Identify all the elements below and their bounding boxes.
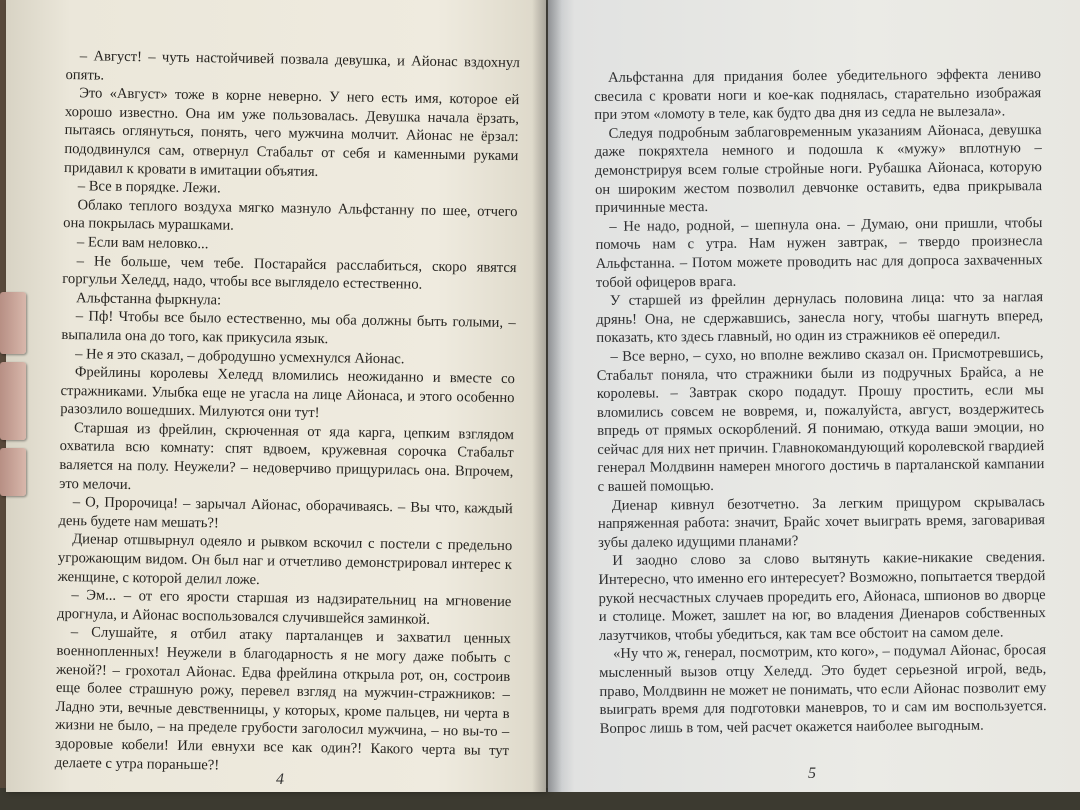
paragraph: Альфстанна фыркнула: xyxy=(75,289,222,309)
paragraph: Облако теплого воздуха мягко мазнуло Альфстанну по шее, отчего она покрылась мурашками. xyxy=(63,196,518,235)
paragraph: И заодно слово за слово вытянуть какие-никакие сведения. Интересно, что именно его интересует? Возможно, попытается твердой рукой несчастных случаев проредить его, Айонаса, шпионов во дворце и столице. Может, зашлет на юг, во владения Диенаров собственных лазутчиков, чтобы убедиться, как там все обстоит на самом деле. xyxy=(598,549,1046,644)
paragraph: – Слушайте, я отбил атаку парталанцев и захватил ценных военнопленных! Неужели в благодарность я не могу даже побыть с женой?! – грохотал Айонас. Едва фрейлина открыла рот, он, состроив еще более страшную рожу, перевел взгляд на мужчин-стражников: – Ладно эти, вечные девственницы, у которых, кроме пальцев, ни черта в жизни не было, – на пределе грубости заголосил мужчина, – но вы-то – здоровые кобели! Или евнухи все как один?! Какого черта вы тут делаете с утра пораньше?! xyxy=(54,624,511,774)
bookmark-tab xyxy=(0,292,26,354)
paragraph: – Не больше, чем тебе. Постарайся расслабиться, скоро явятся горгульи Хеледд, надо, чтобы все выглядело естественно. xyxy=(62,252,517,293)
book-spine-gutter xyxy=(532,0,562,792)
paragraph: – Не я это сказал, – добродушно усмехнулся Айонас. xyxy=(75,345,405,367)
paragraph: – О, Пророчица! – зарычал Айонас, оборачиваясь. – Вы что, каждый день будете нам мешать?! xyxy=(58,494,513,532)
page-number-left: 4 xyxy=(276,771,284,788)
paragraph: – Если вам неловко... xyxy=(76,234,209,253)
paragraph: – Все в порядке. Лежи. xyxy=(77,178,221,197)
paragraph: Альфстанна для придания более убедительного эффекта лениво свесила с кровати ноги и кое-как поднялась, старательно изображая при этом «ломоту в теле, как будто два дня из седла не вылезала». xyxy=(594,66,1042,124)
paragraph: Диенар отшвырнул одеяло и рывком вскочил с постели с предельно угрожающим видом. Он был наг и отчетливо демонстрировал интерес к женщине, с которой делил ложе. xyxy=(57,531,513,588)
paragraph: Это «Август» тоже в корне неверно. У него есть имя, которое ей хорошо известно. Она им уже пользовалась. Девушка начала ёрзать, пытаясь оглянуться, понять, чего мужчина молчит. Айонас не ёрзал: пододвинулся сам, отвернул Стабальт от себя и каменными руками придавил к кровати в имитации объятия. xyxy=(63,85,520,180)
paragraph: – Все верно, – сухо, но вполне вежливо сказал он. Присмотревшись, Стабальт поняла, что стражники были из подручных Брайса, а не королевы. – Завтрак скоро подадут. Прошу простить, если мы вломились совсем не вовремя, и, пожалуйста, август, воздержитесь впредь от прямых оскорблений. Я понимаю, откуда ваши эмоции, но сейчас для них нет причин. Главнокомандующий королевской гвардией генерал Молдвинн намерен многого достичь в парталанской кампании с вашей помощью. xyxy=(596,344,1045,496)
paragraph: Старшая из фрейлин, скрюченная от яда карга, цепким взглядом охватила всю комнату: спят вдвоем, кружевная сорочка Стабальт валяется на полу. Неужели? – недоверчиво прищурилась она. Впрочем, это мелочи. xyxy=(59,420,515,493)
right-page-text xyxy=(594,65,1047,738)
left-page-text xyxy=(55,47,520,779)
paragraph: – Пф! Чтобы все было естественно, мы оба должны быть голыми, – выпалила она до того, как прикусила язык. xyxy=(61,308,516,348)
paragraph: Следуя подробным заблаговременным указаниям Айонаса, девушка даже покряхтела немного и подошла к «мужу» вплотную – демонстрируя всем голые стройные ноги. Рубашка Айонаса, которую он широким жестом позволил девчонке оставить, едва прикрывала причинные места. xyxy=(594,121,1043,217)
paragraph: – Не надо, родной, – шепнула она. – Думаю, они пришли, чтобы помочь нам с утра. Нам нужен завтрак, – твердо произнесла Альфстанна. – Потом можете проводить нас для допроса захваченных тобой офицеров врага. xyxy=(595,214,1043,291)
bookmark-tab xyxy=(0,448,26,496)
bookmark-tab xyxy=(0,362,26,440)
paragraph: – Эм... – от его ярости старшая из надзирательниц на мгновение дрогнула, и Айонас воспользовался случившейся заминкой. xyxy=(56,587,512,628)
paragraph: Фрейлины королевы Хеледд вломились неожиданно и вместе со стражниками. Улыбка еще не угасла на лице Айонаса, и этого особенно разозлило вошедших. Милуются они тут! xyxy=(60,364,515,422)
paragraph: Диенар кивнул безотчетно. За легким прищуром скрывалась напряженная работа: значит, Брайс хочет выиграть время, заговаривая зубы далеко идущими планами? xyxy=(597,493,1046,551)
paragraph: «Ну что ж, генерал, посмотрим, кто кого», – подумал Айонас, бросая мысленный вызов отцу Хеледд. Это будет серьезной игрой, ведь, право, Молдвинн не может не понимать, что если Айонас позволит ему выиграть время для подготовки маневров, то и сам им воспользуется. Вопрос лишь в том, чей расчет окажется наиболее выгодным. xyxy=(599,642,1047,737)
paragraph: У старшей из фрейлин дернулась половина лица: что за наглая дрянь! Она, не сдержавшись, занесла ногу, чтобы шагнуть вперед, показать, кто здесь главный, но один из стражников её опередил. xyxy=(596,289,1044,347)
paragraph: – Август! – чуть настойчивей позвала девушка, и Айонас вздохнул опять. xyxy=(65,48,520,84)
page-number-right: 5 xyxy=(808,765,816,782)
